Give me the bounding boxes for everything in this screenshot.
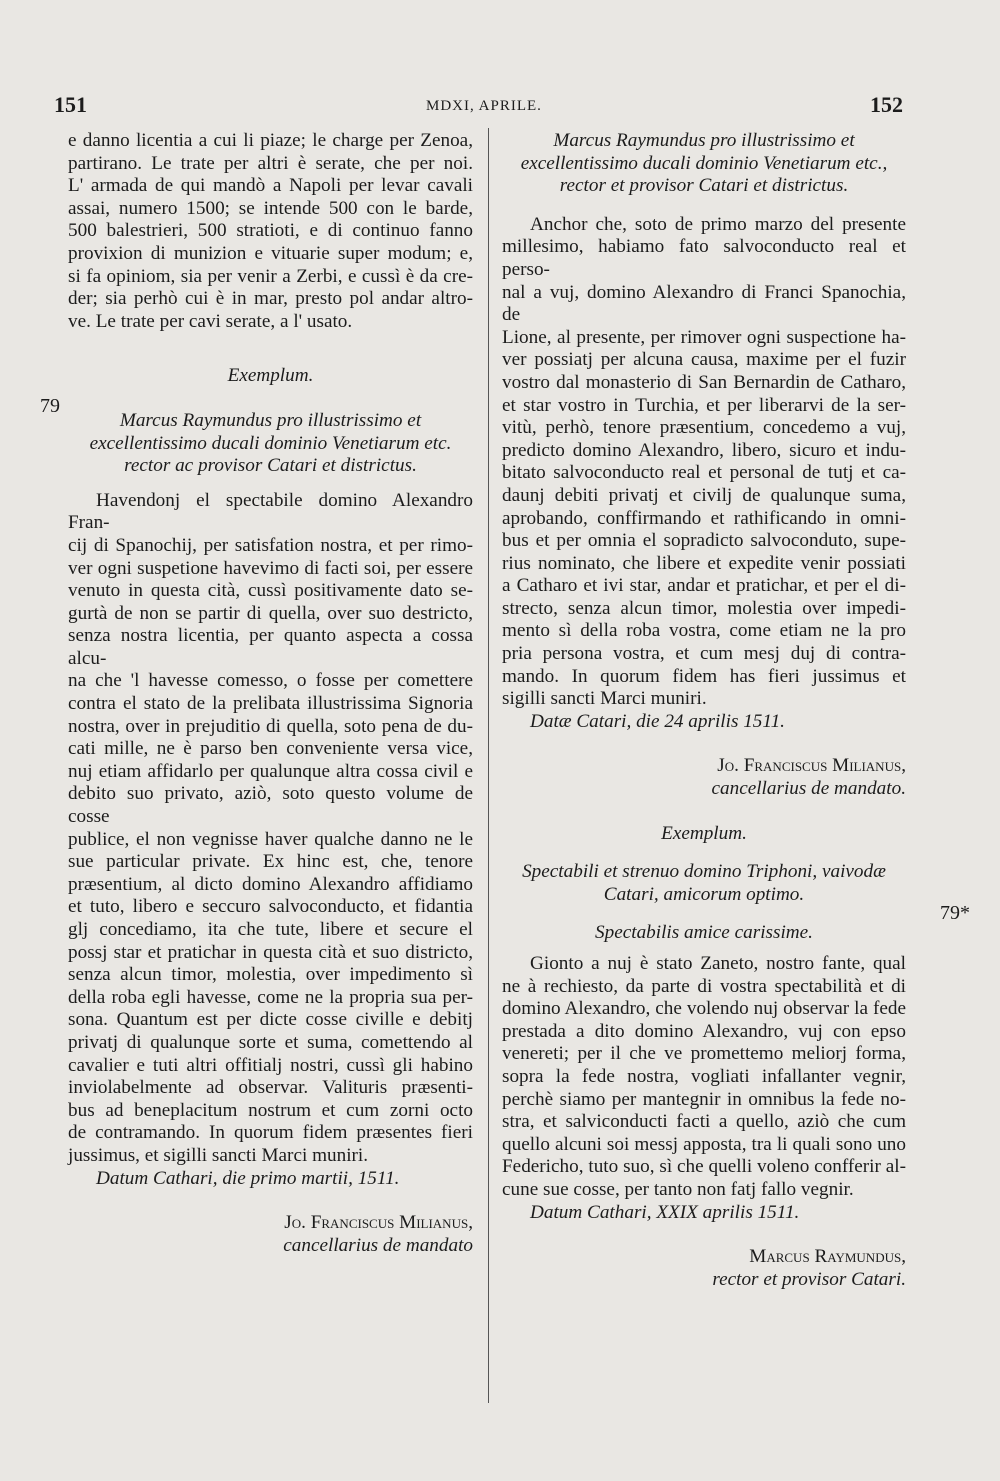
text-line: cij di Spanochij, per satisfation nostra, et per rimo- xyxy=(68,534,473,556)
address-line: Catari, amicorum optimo. xyxy=(603,883,805,905)
address-line: rector et provisor Catari et districtus. xyxy=(559,175,849,197)
text-line: Gionto a nuj è stato Zaneto, nostro fante, qual xyxy=(530,953,906,974)
text-line: Havendonj el spectabile domino Alexandro Fran- xyxy=(68,489,473,534)
address-line: Marcus Raymundus pro illustrissimo et xyxy=(553,130,855,151)
page-number-left: 151 xyxy=(54,92,87,117)
text-line: millesimo, habiamo fato salvoconducto real et perso- xyxy=(502,236,906,280)
text-line: rius nominato, che libere et expedite venir possiati xyxy=(502,552,906,574)
signature-name: Jo. Franciscus Milianus, xyxy=(284,1212,473,1234)
text-line: cati mille, ne è parso ben conveniente versa vice, xyxy=(68,738,473,760)
column-divider xyxy=(488,128,489,1403)
text-line: Federicho, tuto suo, sì che quelli voleno confferir al- xyxy=(502,1156,906,1178)
address-line: Spectabili et strenuo domino Triphoni, vaivodæ xyxy=(522,861,886,883)
text-line: gurtà de non se partir di quella, over suo destricto, xyxy=(68,602,473,624)
address-line: rector ac provisor Catari et districtus. xyxy=(124,455,417,477)
running-title: MDXI, APRILE. xyxy=(426,98,542,114)
letter-address xyxy=(502,130,906,198)
letter-address xyxy=(68,410,473,478)
text-line: Lione, al presente, per rimover ogni suspectione ha- xyxy=(502,326,906,348)
text-line: sona. Quantum est per dicte cosse civille e debitj xyxy=(68,1009,473,1031)
text-line: venereti; per il che ve promettemo meliorj forma, xyxy=(502,1043,906,1065)
text-line: publice, el non vegnisse haver qualche danno ne le xyxy=(68,828,473,850)
text-line: venuto in questa cità, cussì positivamente dato se- xyxy=(68,580,473,602)
address-line: excellentissimo ducali dominio Venetiarum etc., xyxy=(520,152,888,174)
text-line: et tuto, libero e seccuro salvoconducto, et fidantia xyxy=(68,896,473,918)
letter-body xyxy=(68,490,473,1168)
text-line: prestada a dito domino Alexandro, vuj con epso xyxy=(502,1020,906,1042)
text-line: cavalier e tuti altri offitialj nostri, cussì gli habino xyxy=(68,1054,473,1076)
signature-title: rector et provisor Catari. xyxy=(712,1268,906,1290)
text-line: stra, et salviconducti facti a quello, aziò che cum xyxy=(502,1111,906,1133)
letter-date: Datum Cathari, XXIX aprilis 1511. xyxy=(530,1201,800,1223)
margin-note-right: 79* xyxy=(940,902,970,924)
text-line: sigilli sancti Marci muniri. xyxy=(502,688,707,710)
text-line: senza alcun timor, molestia, over impedimento sì xyxy=(68,964,473,986)
text-line: predicto domino Alexandro, libero, sicuro et indu- xyxy=(502,439,906,461)
text-line: mando. In quorum fidem has fieri jussimus et xyxy=(502,665,906,687)
text-line: della roba egli havesse, come ne la propria sua per- xyxy=(68,986,473,1008)
margin-note-left: 79 xyxy=(40,395,60,417)
text-line: inviolabelmente ad observar. Valituris præsenti- xyxy=(68,1077,473,1099)
signature-name: Jo. Franciscus Milianus, xyxy=(717,755,906,777)
text-line: pria persona vostra, et cum mesj duj di contra- xyxy=(502,643,906,665)
text-line: aprobando, conffirmando et rathificando in omni- xyxy=(502,507,906,529)
letter-body xyxy=(502,953,906,1202)
letter-address xyxy=(502,861,906,906)
text-line: præsentium, al dicto domino Alexandro affidiamo xyxy=(68,873,473,895)
text-line: de contramando. In quorum fidem præsentes fieri xyxy=(68,1122,473,1144)
text-line: a Catharo et ivi star, andar et pratichar, et per el di- xyxy=(502,575,906,597)
text-line: mento sì della roba vostra, come etiam ne la pro xyxy=(502,620,906,642)
text-line: debito suo privato, aziò, soto questo volume de cosse xyxy=(68,783,473,828)
page-header xyxy=(0,92,1000,122)
text-line: quello alcuni soi messj apposta, tra li quali sono uno xyxy=(502,1133,906,1155)
text-line: glj concediamo, ita che tute, libere et secure el xyxy=(68,919,473,940)
text-line: ne à rechiesto, da parte di vostra spectabilità et di xyxy=(502,975,906,997)
text-line: domino Alexandro, che volendo nuj observar la fede xyxy=(502,998,906,1020)
text-line: ver possiatj per alcuna causa, maxime per el fuzir xyxy=(502,349,906,371)
text-line: senza nostra licentia, per quanto aspecta a cossa alcu- xyxy=(68,625,473,669)
text-line: et star vostro in Turchia, et per liberarvi de la ser- xyxy=(502,394,906,416)
left-column xyxy=(68,130,473,1257)
signature-title: cancellarius de mandato. xyxy=(711,778,906,800)
text-line: e danno licentia a cui li piaze; le charge per Zenoa, xyxy=(68,130,473,151)
text-line: bitato salvoconducto real et personal de tutj et ca- xyxy=(502,462,906,484)
text-line: daunj debiti privatj et civilj de qualunque suma, xyxy=(502,484,906,506)
text-line: partirano. Le trate per altri è serate, che per noi. xyxy=(68,152,473,174)
text-line: strecto, senza alcun timor, molestia over impedi- xyxy=(502,597,906,619)
address-line: Marcus Raymundus pro illustrissimo et xyxy=(119,409,422,431)
text-line: provixion di munizion e vituarie super modum; e, xyxy=(68,242,473,264)
text-line: der; sia perhò cui è in mar, presto pol andar altro- xyxy=(68,288,473,310)
letter-body xyxy=(502,214,906,711)
text-line: contra el stato de la prelibata illustrissima Signoria xyxy=(68,693,473,715)
text-line: nuj etiam affidarlo per qualunque altra cossa civil e xyxy=(68,760,473,782)
text-line: privatj di qualunque sorte et suma, comettendo al xyxy=(68,1031,473,1053)
text-line: ver ogni suspetione havevimo di facti soi, per essere xyxy=(68,557,473,579)
text-line: vitù, perhò, tenore præsentium, concedemo a vuj, xyxy=(502,417,906,439)
text-line: si fa opiniom, sia per venir a Zerbi, e cussì è da cre- xyxy=(68,265,473,287)
exemplum-heading: Exemplum. xyxy=(661,822,747,844)
text-line: nal a vuj, domino Alexandro di Franci Spanochia, de xyxy=(502,281,906,326)
letter-date: Datæ Catari, die 24 aprilis 1511. xyxy=(530,710,785,732)
text-line: cune sue cosse, per tanto non fatj fallo vegnir. xyxy=(502,1178,854,1200)
page-number-right: 152 xyxy=(870,92,903,117)
text-line: L' armada de qui mandò a Napoli per levar cavali xyxy=(68,175,473,197)
text-line: sopra la fede nostra, vogliati infallanter vegnir, xyxy=(502,1065,906,1087)
text-line: assai, numero 1500; se intende 500 con le barde, xyxy=(68,197,473,219)
text-line: bus ad beneplacitum nostrum et cum zorni octo xyxy=(68,1099,473,1121)
text-line: jussimus, et sigilli sancti Marci muniri. xyxy=(68,1144,369,1166)
signature-name: Marcus Raymundus, xyxy=(749,1246,906,1268)
right-column xyxy=(502,130,906,1291)
address-line: excellentissimo ducali dominio Venetiarum etc. xyxy=(89,432,452,454)
left-intro-paragraph xyxy=(68,130,473,333)
text-line: Anchor che, soto de primo marzo del presente xyxy=(530,213,906,235)
text-line: possj star et pratichar in questa cità et suo districto, xyxy=(68,941,473,963)
text-line: vostro dal monasterio di San Bernardin de Catharo, xyxy=(502,371,906,393)
text-line: nostra, over in prejuditio di quella, soto pena de du- xyxy=(68,715,473,737)
salutation: Spectabilis amice carissime. xyxy=(595,922,813,944)
letter-date: Datum Cathari, die primo martii, 1511. xyxy=(96,1167,400,1189)
signature-title: cancellarius de mandato xyxy=(283,1234,473,1256)
text-line: ve. Le trate per cavi serate, a l' usato. xyxy=(68,310,353,332)
text-line: sue particular private. Ex hinc est, che, tenore xyxy=(68,851,473,873)
text-line: perchè siamo per mantegnir in omnibus la fede no- xyxy=(502,1088,906,1110)
text-line: na che 'l havesse comesso, o fosse per comettere xyxy=(68,670,473,692)
text-line: bus et per omnia el sopradicto salvoconduto, supe- xyxy=(502,530,906,552)
exemplum-heading: Exemplum. xyxy=(227,365,314,387)
text-line: 500 balestrieri, 500 stratioti, e di continuo fanno xyxy=(68,220,473,242)
